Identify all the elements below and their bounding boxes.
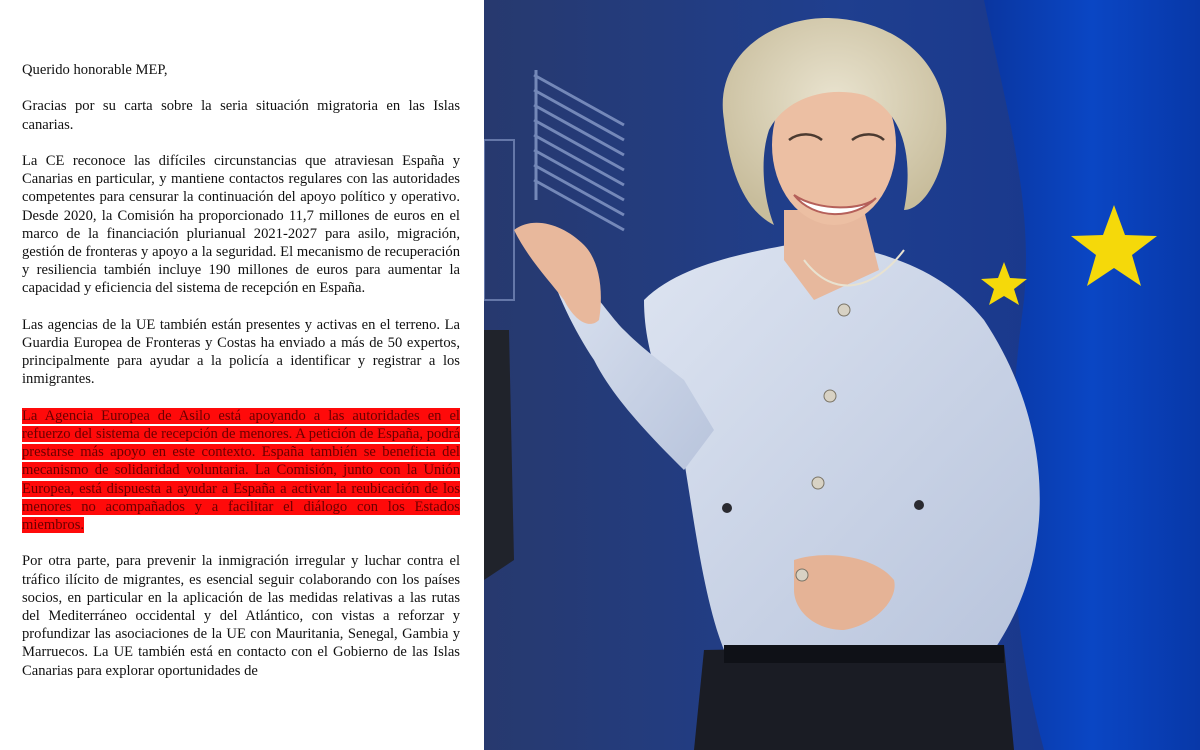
press-photo	[484, 0, 1200, 750]
jacket-button	[812, 477, 824, 489]
highlighted-text: La Agencia Europea de Asilo está apoyando a las autoridades en el refuerzo del sistema de recepción de menores. A petición de España, podrá prestarse más apoyo en este contexto. España también se beneficia del mecanismo de solidaridad voluntaria. La Comisión, junto con la Unión Europea, está dispuesta a ayudar a España a activar la reubicación de los menores no acompañados y a facilitar el diálogo con los Estados miembros.	[22, 407, 460, 534]
letter-paragraph-thanks: Gracias por su carta sobre la seria situación migratoria en las Islas canarias.	[22, 98, 460, 133]
belt	[724, 645, 1004, 663]
letter-body	[22, 61, 460, 698]
letter-paragraph-funding: La CE reconoce las difíciles circunstancias que atraviesan España y Canarias en particular, y mantiene contactos regulares con las autoridades competentes para censurar la continuación del apoyo político y operativo. Desde 2020, la Comisión ha proporcionado 11,7 millones de euros en el marco de la financiación plurianual 2021-2027 para asilo, migración, gestión de fronteras y apoyo a la seguridad. El mecanismo de recuperación y resiliencia también incluye 190 millones de euros para aumentar la capacidad y eficiencia del sistema de recepción en España.	[22, 152, 460, 297]
letter-paragraph-highlighted	[22, 407, 460, 534]
jacket-button	[824, 390, 836, 402]
jacket-button	[722, 503, 732, 513]
letter-page	[0, 0, 484, 750]
letter-salutation: Querido honorable MEP,	[22, 62, 168, 78]
jacket-button	[838, 304, 850, 316]
background-person	[484, 330, 514, 580]
jacket-button	[914, 500, 924, 510]
jacket-button	[796, 569, 808, 581]
letter-paragraph-cooperation: Por otra parte, para prevenir la inmigración irregular y luchar contra el tráfico ilícito de migrantes, es esencial seguir colaborando con los países socios, en particular en la aplicación de las medidas relativas a las rutas del Mediterráneo occidental y del Atlántico, con vistas a reforzar y profundizar las asociaciones de la UE con Mauritania, Senegal, Gambia y Marruecos. La UE también está en contacto con el Gobierno de las Islas Canarias para explorar oportunidades de	[22, 553, 460, 679]
letter-paragraph-agencies: Las agencias de la UE también están presentes y activas en el terreno. La Guardia Europea de Fronteras y Costas ha enviado a más de 50 expertos, principalmente para ayudar a la policía a identificar y registrar a los inmigrantes.	[22, 316, 460, 388]
